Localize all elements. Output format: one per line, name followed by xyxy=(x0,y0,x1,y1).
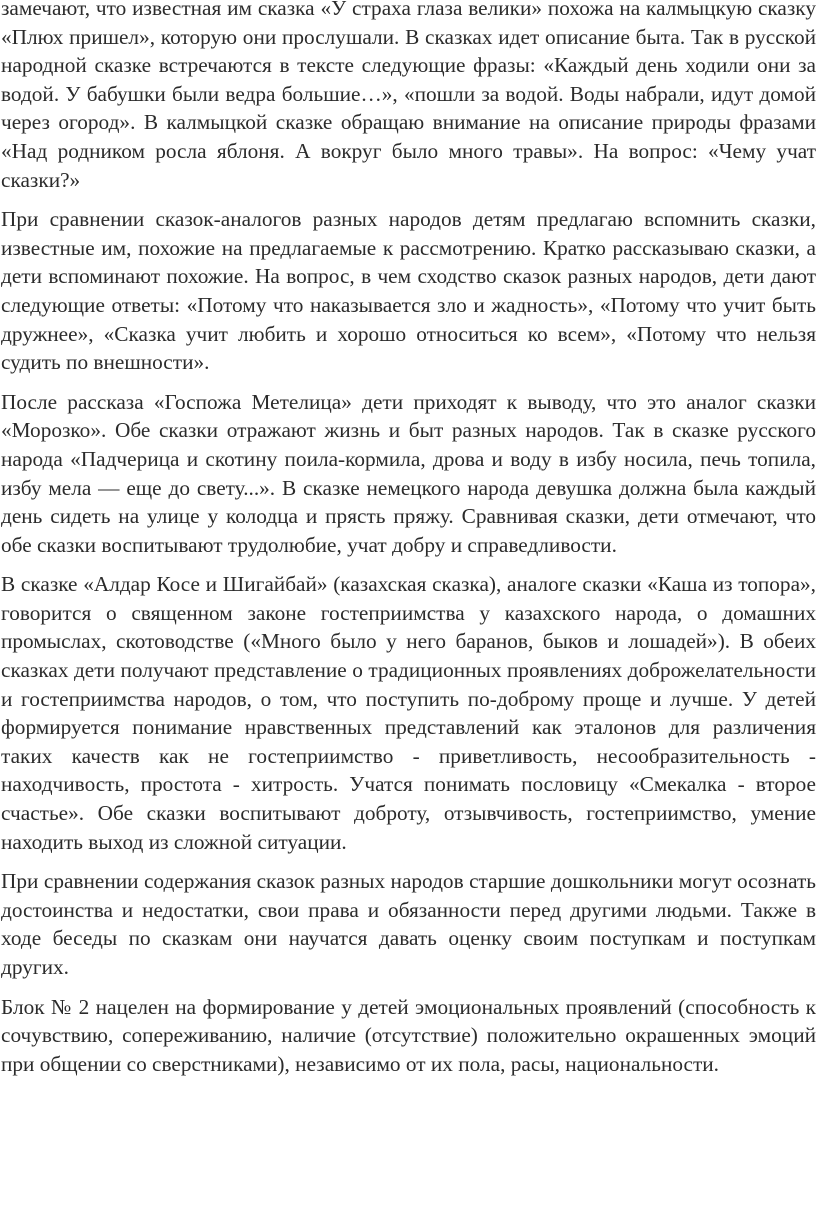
paragraph-5: При сравнении содержания сказок разных народов старшие дошкольники могут осознать достоинства и недостатки, свои права и обязанности перед другими людьми. Также в ходе беседы по сказкам они научатся давать оценку своим поступкам и поступкам других. xyxy=(1,869,816,979)
paragraph-1: замечают, что известная им сказка «У страха глаза велики» похожа на калмыцкую сказку «Плюх пришел», которую они прослушали. В сказках идет описание быта. Так в русской народной сказке встречаются в тексте следующие фразы: «Каждый день ходили они за водой. У бабушки были ведра большие…», «пошли за водой. Воды набрали, идут домой через огород». В калмыцкой сказке обращаю внимание на описание природы фразами «Над родником росла яблоня. А вокруг было много травы». На вопрос: «Чему учат сказки?» xyxy=(1,0,816,192)
paragraph-4: В сказке «Алдар Косе и Шигайбай» (казахская сказка), аналоге сказки «Каша из топора», говорится о священном законе гостеприимства у казахского народа, о домашних промыслах, скотоводстве («Много было у него баранов, быков и лошадей»). В обеих сказках дети получают представление о традиционных проявлениях доброжелательности и гостеприимства народов, о том, что поступить по-доброму проще и лучше. У детей формируется понимание нравственных представлений как эталонов для различения таких качеств как не гостеприимство - приветливость, несообразительность - находчивость, простота - хитрость. Учатся понимать пословицу «Смекалка - второе счастье». Обе сказки воспитывают доброту, отзывчивость, гостеприимство, умение находить выход из сложной ситуации. xyxy=(1,572,816,854)
paragraph-2: При сравнении сказок-аналогов разных народов детям предлагаю вспомнить сказки, известные им, похожие на предлагаемые к рассмотрению. Кратко рассказываю сказки, а дети вспоминают похожие. На вопрос, в чем сходство сказок разных народов, дети дают следующие ответы: «Потому что наказывается зло и жадность», «Потому что учит быть дружнее», «Сказка учит любить и хорошо относиться ко всем», «Потому что нельзя судить по внешности». xyxy=(1,207,816,375)
paragraph-3: После рассказа «Госпожа Метелица» дети приходят к выводу, что это аналог сказки «Морозко». Обе сказки отражают жизнь и быт разных народов. Так в сказке русского народа «Падчерица и скотину поила-кормила, дрова и воду в избу носила, печь топила, избу мела — еще до свету...». В сказке немецкого народа девушка должна была каждый день сидеть на улице у колодца и прясть пряжу. Сравнивая сказки, дети отмечают, что обе сказки воспитывают трудолюбие, учат добру и справедливости. xyxy=(1,389,816,557)
paragraph-6: Блок № 2 нацелен на формирование у детей эмоциональных проявлений (способность к сочувствию, сопереживанию, наличие (отсутствие) положительно окрашенных эмоций при общении со сверстниками), независимо от их пола, расы, национальности. xyxy=(1,994,816,1076)
